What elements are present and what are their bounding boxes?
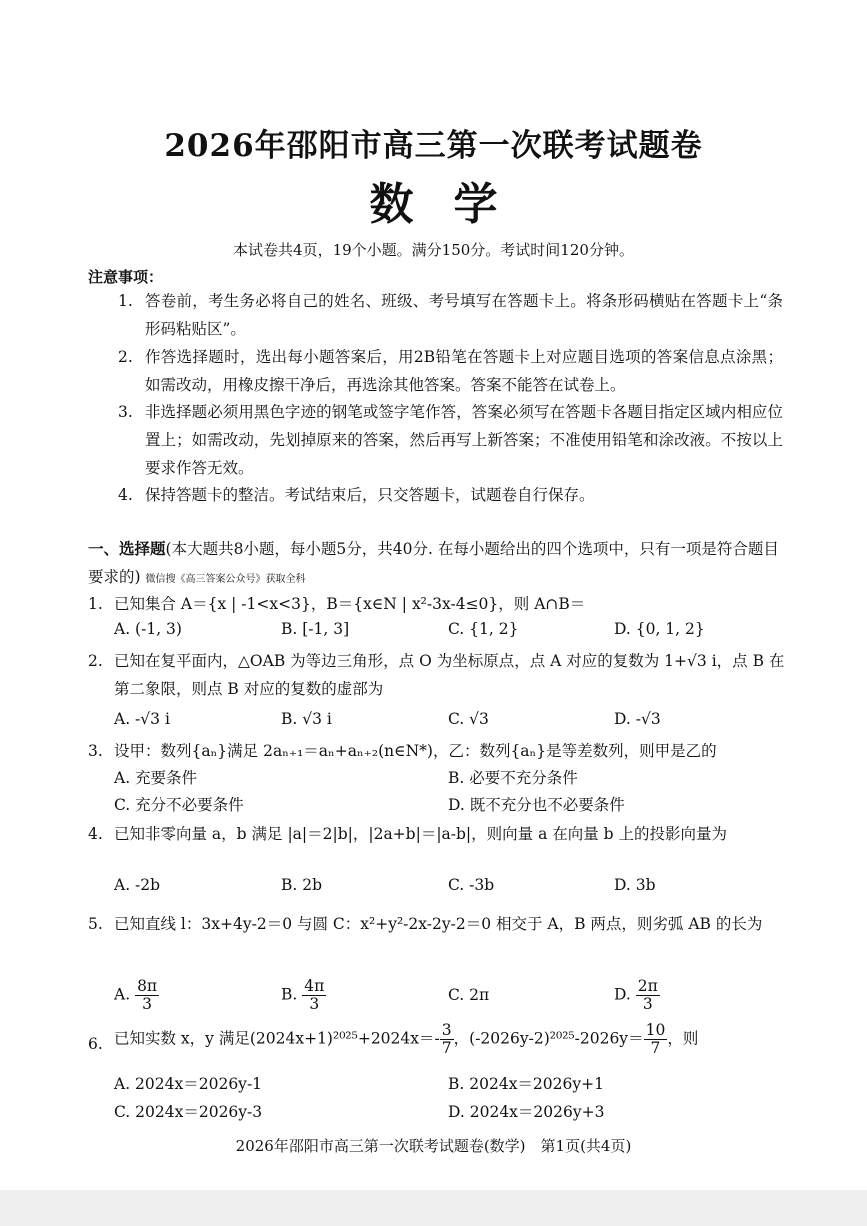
question-number: 5. bbox=[88, 915, 103, 933]
note-text: 答卷前，考生务必将自己的姓名、班级、考号填写在答题卡上。将条形码横贴在答题卡上“条形码粘贴区”。 bbox=[145, 292, 783, 338]
options-row bbox=[114, 766, 774, 792]
exam-title: 2026年邵阳市高三第一次联考试题卷 bbox=[164, 128, 703, 164]
fraction-denominator: 3 bbox=[642, 995, 653, 1014]
note-text: 作答选择题时，选出每小题答案后，用2B铅笔在答题卡上对应题目选项的答案信息点涂黑；如需改动，用橡皮擦干净后，再选涂其他答案。答案不能答在试卷上。 bbox=[145, 348, 783, 394]
option-label: D. bbox=[614, 985, 631, 1004]
option-c: C. 2024x＝2026y-3 bbox=[114, 1103, 263, 1121]
fraction bbox=[440, 1022, 454, 1057]
option-c: C. -3b bbox=[448, 876, 495, 894]
option-d: D. 3b bbox=[614, 876, 656, 894]
options-row bbox=[114, 1072, 774, 1098]
fraction bbox=[636, 978, 660, 1013]
question-number: 1. bbox=[88, 595, 103, 613]
option-a bbox=[114, 978, 159, 1013]
exam-intro: 本试卷共4页，19个小题。满分150分。考试时间120分钟。 bbox=[233, 241, 634, 259]
question-text-part: 已知实数 x，y 满足(2024x+1)²⁰²⁵+2024x＝- bbox=[114, 1029, 440, 1048]
notes-heading: 注意事项： bbox=[88, 268, 164, 286]
watermark-text: 微信搜《高三答案公众号》获取全科 bbox=[145, 574, 306, 585]
bottom-margin bbox=[0, 1190, 867, 1226]
question-5 bbox=[88, 910, 788, 938]
option-d: D. -√3 bbox=[614, 710, 661, 728]
option-c: C. 2π bbox=[448, 986, 490, 1004]
option-a: A. 2024x＝2026y-1 bbox=[114, 1075, 263, 1093]
question-text-part: ，则 bbox=[667, 1029, 699, 1048]
option-a: A. -2b bbox=[114, 876, 161, 894]
options-row bbox=[114, 876, 774, 902]
page-footer: 2026年邵阳市高三第一次联考试题卷(数学) 第1页(共4页) bbox=[235, 1137, 632, 1155]
fraction-denominator: 7 bbox=[650, 1039, 661, 1058]
fraction-denominator: 3 bbox=[309, 995, 320, 1014]
question-2 bbox=[88, 647, 788, 703]
option-b: B. √3 i bbox=[281, 710, 332, 728]
fraction-denominator: 7 bbox=[441, 1039, 452, 1058]
option-b: B. 2024x＝2026y+1 bbox=[448, 1075, 604, 1093]
option-c: C. {1, 2} bbox=[448, 620, 519, 638]
question-text-part: ，(-2026y-2)²⁰²⁵-2026y＝ bbox=[453, 1029, 644, 1048]
option-c: C. 充分不必要条件 bbox=[114, 796, 244, 814]
note-item bbox=[118, 343, 783, 399]
fraction-numerator: 8π bbox=[137, 977, 158, 995]
question-4 bbox=[88, 820, 788, 848]
fraction-numerator: 3 bbox=[441, 1021, 452, 1039]
option-c: C. √3 bbox=[448, 710, 489, 728]
question-text: 已知在复平面内，△OAB 为等边三角形，点 O 为坐标原点，点 A 对应的复数为 1+√3 i，点 B 在第二象限，则点 B 对应的复数的虚部为 bbox=[114, 652, 785, 698]
question-number: 2. bbox=[88, 652, 103, 670]
option-d: D. 既不充分也不必要条件 bbox=[448, 796, 625, 814]
note-item bbox=[118, 398, 783, 482]
option-label: A. bbox=[114, 985, 131, 1004]
option-d bbox=[614, 978, 660, 1013]
options-row bbox=[114, 710, 774, 736]
fraction bbox=[135, 978, 159, 1013]
option-b: B. 必要不充分条件 bbox=[448, 769, 578, 787]
option-a: A. (-1, 3) bbox=[114, 620, 182, 638]
section-title: 一、选择题 bbox=[88, 539, 166, 558]
options-row bbox=[114, 620, 774, 646]
note-text: 保持答题卡的整洁。考试结束后，只交答题卡，试题卷自行保存。 bbox=[145, 486, 595, 504]
option-d: D. {0, 1, 2} bbox=[614, 620, 705, 638]
question-number: 4. bbox=[88, 825, 103, 843]
option-d: D. 2024x＝2026y+3 bbox=[448, 1103, 605, 1121]
options-row bbox=[114, 968, 774, 1012]
note-item bbox=[118, 481, 783, 509]
options-row bbox=[114, 793, 774, 819]
fraction-numerator: 4π bbox=[304, 977, 325, 995]
option-b: B. 2b bbox=[281, 876, 323, 894]
section-description: (本大题共8小题，每小题5分，共40分. 在每小题给出的四个选项中，只有一项是符合题目要求的) bbox=[88, 540, 779, 586]
question-text: 已知集合 A＝{x | -1<x<3}，B＝{x∈N | x²-3x-4≤0}，则 A∩B＝ bbox=[114, 595, 586, 613]
fraction-denominator: 3 bbox=[142, 995, 153, 1014]
options-row bbox=[114, 1100, 774, 1126]
fraction-numerator: 10 bbox=[645, 1021, 666, 1039]
question-number: 3. bbox=[88, 742, 103, 760]
fraction bbox=[302, 978, 326, 1013]
fraction bbox=[644, 1022, 668, 1057]
option-b bbox=[281, 978, 326, 1013]
question-text: 已知直线 l：3x+4y-2＝0 与圆 C：x²+y²-2x-2y-2＝0 相交于 A，B 两点，则劣弧 AB 的长为 bbox=[114, 915, 763, 933]
note-item bbox=[118, 287, 783, 343]
question-number: 6. bbox=[88, 1035, 103, 1053]
option-a: A. 充要条件 bbox=[114, 769, 198, 787]
option-a: A. -√3 i bbox=[114, 710, 170, 728]
fraction-numerator: 2π bbox=[637, 977, 658, 995]
question-text bbox=[88, 1022, 788, 1057]
note-number: 2. bbox=[118, 348, 133, 366]
section-heading bbox=[88, 535, 788, 594]
subject-title: 数学 bbox=[369, 179, 538, 230]
question-text: 设甲：数列{aₙ}满足 2aₙ₊₁＝aₙ+aₙ₊₂(n∈N*)，乙：数列{aₙ}是等差数列，则甲是乙的 bbox=[114, 742, 717, 760]
note-number: 4. bbox=[118, 486, 133, 504]
question-3 bbox=[88, 737, 788, 765]
note-number: 3. bbox=[118, 403, 133, 421]
note-number: 1. bbox=[118, 292, 133, 310]
question-text: 已知非零向量 a，b 满足 |a|＝2|b|，|2a+b|＝|a-b|，则向量 a 在向量 b 上的投影向量为 bbox=[114, 825, 728, 843]
note-text: 非选择题必须用黑色字迹的钢笔或签字笔作答，答案必须写在答题卡各题目指定区域内相应位置上；如需改动，先划掉原来的答案，然后再写上新答案；不准使用铅笔和涂改液。不按以上要求作答无效。 bbox=[145, 403, 783, 477]
question-1 bbox=[88, 590, 788, 618]
option-label: B. bbox=[281, 985, 298, 1004]
option-b: B. [-1, 3] bbox=[281, 620, 350, 638]
question-6 bbox=[88, 1022, 788, 1066]
